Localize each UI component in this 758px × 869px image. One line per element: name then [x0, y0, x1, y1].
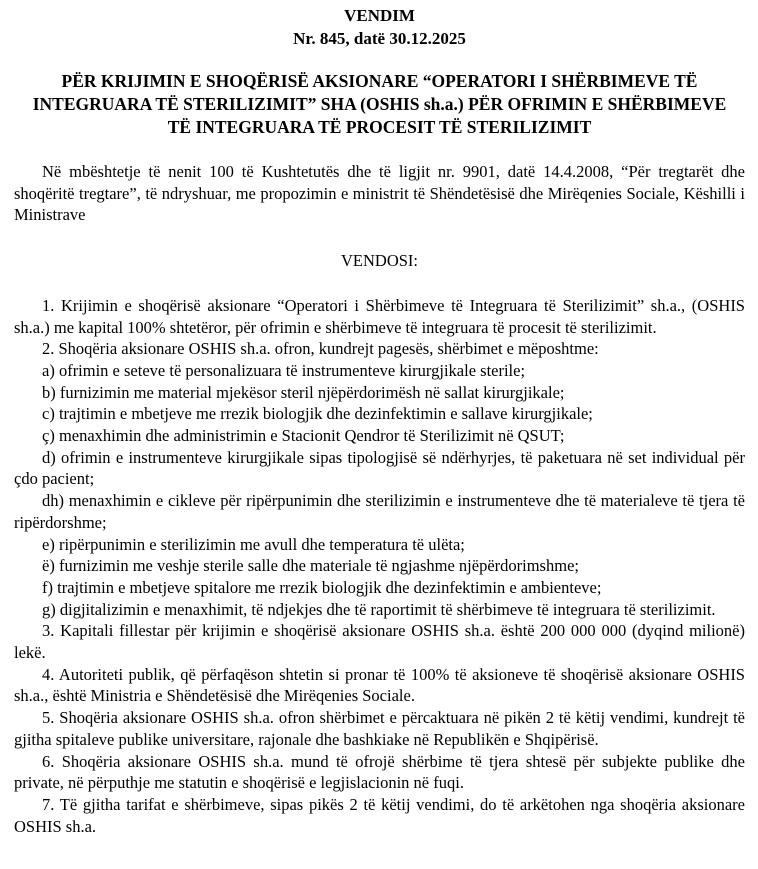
decision-paragraph: 5. Shoqëria aksionare OSHIS sh.a. ofron shërbimet e përcaktuara në pikën 2 të këtij vendimi, kundrejt të gjitha spitaleve publike universitare, rajonale dhe bashkiake në Republikën e Shqipërisë. [14, 708, 745, 749]
document-title: PËR KRIJIMIN E SHOQËRISË AKSIONARE “OPERATORI I SHËRBIMEVE TË INTEGRUARA TË STERILIZIMIT” SHA (OSHIS sh.a.) PËR OFRIMIN E SHËRBIMEVE TË INTEGRUARA TË PROCESIT TË STERILIZIMIT [32, 71, 727, 137]
decision-paragraph: ç) menaxhimin dhe administrimin e Stacionit Qendror të Sterilizimit në QSUT; [42, 426, 565, 446]
decision-body [14, 295, 745, 838]
enacting-heading: VENDOSI: [341, 251, 418, 271]
decision-paragraph: 6. Shoqëria aksionare OSHIS sh.a. mund të ofrojë shërbime të tjera shtesë për subjekte publike dhe private, në përputhje me statutin e shoqërisë e legjislacionin në fuqi. [14, 751, 745, 793]
decision-paragraph: 2. Shoqëria aksionare OSHIS sh.a. ofron, kundrejt pagesës, shërbimet e mëposhtme: [42, 339, 599, 359]
document-type-heading: VENDIM [344, 6, 415, 25]
decision-paragraph: b) furnizimin me material mjekësor steril njëpërdorimësh në sallat kirurgjikale; [42, 382, 565, 402]
decision-paragraph: 7. Të gjitha tarifat e shërbimeve, sipas pikës 2 të këtij vendimi, do të arkëtohen nga shoqëria aksionare OSHIS sh.a. [14, 794, 745, 836]
preamble-paragraph: Në mbështetje të nenit 100 të Kushtetutës dhe të ligjit nr. 9901, datë 14.4.2008, “Për tregtarët dhe shoqëritë tregtare”, të ndryshuar, me propozimin e ministrit të Shëndetësisë dhe Mirëqenies Sociale, Këshilli i Ministrave [14, 162, 745, 225]
decision-paragraph: c) trajtimin e mbetjeve me rrezik biologjik dhe dezinfektimin e sallave kirurgjikale; [42, 404, 593, 424]
decision-paragraph: 4. Autoriteti publik, që përfaqëson shtetin si pronar të 100% të aksioneve të shoqërisë aksionare OSHIS sh.a., është Ministria e Shëndetësisë dhe Mirëqenies Sociale. [14, 664, 745, 706]
decision-paragraph: f) trajtimin e mbetjeve spitalore me rrezik biologjik dhe dezinfektimin e ambienteve; [42, 577, 602, 597]
decision-paragraph: e) ripërpunimin e sterilizimin me avull dhe temperatura të ulëta; [42, 534, 465, 554]
decision-paragraph: 1. Krijimin e shoqërisë aksionare “Operatori i Shërbimeve të Integruara të Sterilizimit” sh.a., (OSHIS sh.a.) me kapital 100% shtetëror, për ofrimin e shërbimeve të integruara të procesit të sterilizimit. [14, 295, 745, 337]
decision-paragraph: dh) menaxhimin e cikleve për ripërpunimin dhe sterilizimin e instrumenteve dhe të materialeve të tjera të ripërdorshme; [14, 491, 745, 532]
decision-paragraph: d) ofrimin e instrumenteve kirurgjikale sipas tipologjisë së ndërhyrjes, të paketuara në set individual për çdo pacient; [14, 447, 745, 489]
decision-paragraph: a) ofrimin e seteve të personalizuara të instrumenteve kirurgjikale sterile; [42, 360, 526, 380]
decision-paragraph: 3. Kapitali fillestar për krijimin e shoqërisë aksionare OSHIS sh.a. është 200 000 000 (dyqind milionë) lekë. [14, 621, 745, 663]
decision-paragraph: ë) furnizimin me veshje sterile salle dhe materiale të ngjashme njëpërdorimshme; [42, 556, 579, 576]
decision-paragraph: g) digjitalizimin e menaxhimit, të ndjekjes dhe të raportimit të shërbimeve të integruara të sterilizimit. [42, 599, 716, 619]
decision-number-date: Nr. 845, datë 30.12.2025 [293, 29, 466, 48]
